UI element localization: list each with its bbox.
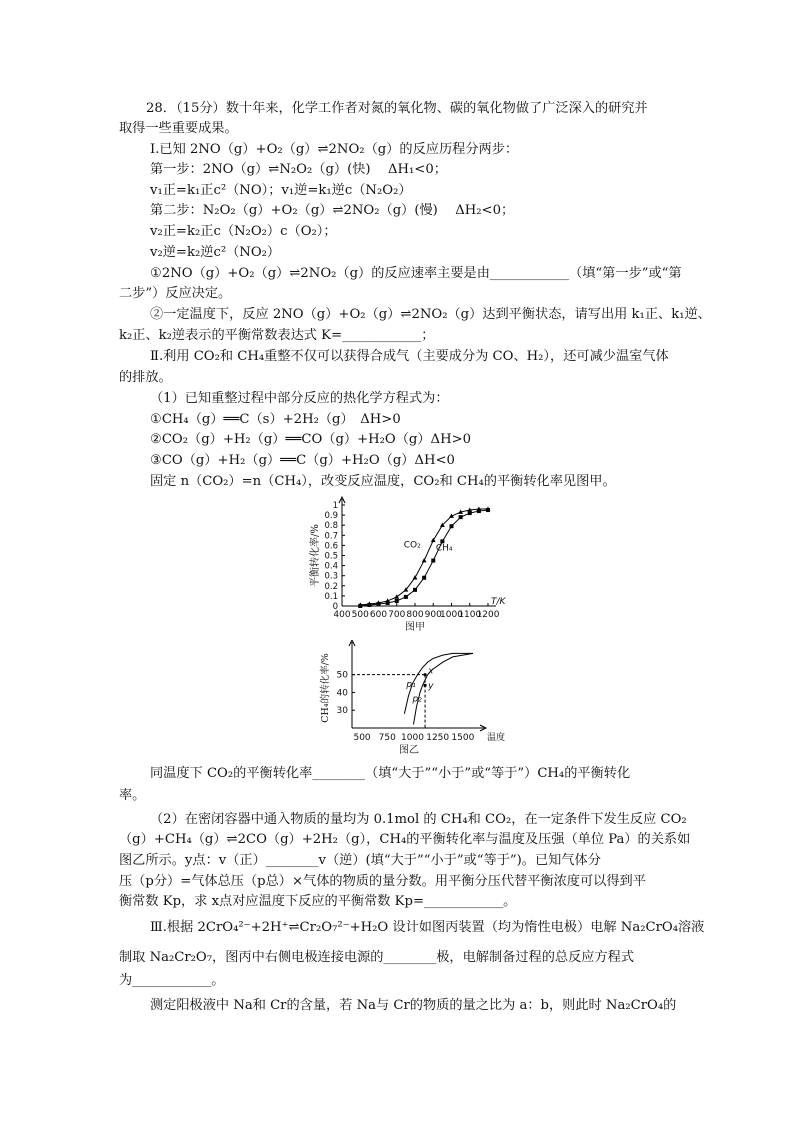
question-line: 取得一些重要成果。: [119, 121, 238, 136]
point-y: [423, 684, 426, 687]
question-line: v₁正=k₁正c²（NO）；v₁逆=k₁逆c（N₂O₂）: [150, 183, 412, 198]
question-line: ③CO（g）+H₂（g）══C（g）+H₂O（g）ΔH<0: [150, 453, 455, 468]
y-axis-label: CH₄的转化率/%: [320, 653, 331, 723]
x-tick-label: 1000: [440, 610, 463, 620]
question-line: Ⅲ.根据 2CrO₄²⁻+2H⁺⇌Cr₂O₇²⁻+H₂O 设计如图丙装置（均为惰性电极）电解 Na₂CrO₄溶液: [150, 920, 705, 935]
data-point-square: [431, 559, 435, 563]
question-line: （1）已知重整过程中部分反应的热化学方程式为：: [150, 391, 449, 406]
question-line: v₂正=k₂正c（N₂O₂）c（O₂）；: [150, 224, 337, 239]
x-tick-label: 400: [333, 610, 351, 620]
data-point-triangle: [422, 558, 427, 562]
question-line: 的排放。: [119, 370, 172, 385]
data-point-square: [459, 515, 463, 519]
annotation-label: x: [428, 666, 434, 677]
question-line: Ⅱ.利用 CO₂和 CH₄重整不仅可以获得合成气（主要成分为 CO、H₂），还可减少温室气体: [150, 349, 669, 364]
y-tick-label: 0.9: [324, 511, 338, 522]
y-tick-label: 0.6: [324, 541, 338, 552]
question-line: （g）+CH₄（g）⇌2CO（g）+2H₂（g），CH₄的平衡转化率与温度及压强（单位 Pa）的关系如: [119, 832, 691, 847]
series-line: [413, 653, 472, 724]
question-line: v₂逆=k₂逆c²（NO₂）: [150, 245, 281, 260]
series-line: [360, 509, 488, 605]
x-tick-label: 1000: [401, 733, 424, 743]
question-line: 28．（15分）数十年来，化学工作者对氮的氧化物、碳的氧化物做了广泛深入的研究并: [146, 101, 648, 116]
question-line: ①CH₄（g）══C（s）+2H₂（g） ΔH>0: [150, 412, 401, 427]
x-tick-label: 1200: [476, 610, 500, 620]
chart-title: 图甲: [405, 622, 425, 633]
question-line: ①2NO（g）+O₂（g）⇌2NO₂（g）的反应速率主要是由____________（填“第一步”或“第: [150, 266, 682, 281]
data-point-square: [450, 524, 454, 528]
data-point-square: [367, 603, 371, 607]
annotation-label: y: [428, 681, 434, 692]
question-line: 第一步：2NO（g）⇌N₂O₂（g）(快) ΔH₁<0；: [150, 162, 447, 177]
data-point-square: [377, 602, 381, 606]
y-tick-label: 0.8: [324, 521, 338, 532]
data-point-triangle: [413, 575, 418, 579]
data-point-square: [468, 511, 472, 515]
y-tick-label: 0.2: [324, 581, 338, 592]
y-tick-label: 50: [336, 670, 348, 681]
question-line: 为____________。: [119, 973, 225, 988]
question-line: 二步”）反应决定。: [119, 286, 232, 301]
question-line: 第二步：N₂O₂（g）+O₂（g）⇌2NO₂（g）(慢) ΔH₂<0；: [150, 203, 515, 218]
question-line: 测定阳极液中 Na和 Cr的含量，若 Na与 Cr的物质的量之比为 a：b，则此时 Na₂CrO₄的: [150, 998, 677, 1013]
data-point-square: [477, 509, 481, 513]
y-tick-label: 40: [336, 688, 348, 699]
data-point-square: [358, 604, 362, 608]
data-point-square: [395, 599, 399, 603]
chart-jia: [300, 495, 520, 640]
question-line: Ⅰ.已知 2NO（g）+O₂（g）⇌2NO₂（g）的反应历程分两步：: [150, 142, 519, 157]
x-tick-label: 1250: [426, 733, 450, 743]
y-tick-label: 30: [336, 706, 348, 717]
annotation-label: p₂: [412, 694, 422, 705]
x-tick-label: 500: [353, 733, 371, 743]
question-line: 同温度下 CO₂的平衡转化率________（填“大于”“小于”或“等于”）CH₄的平衡转化: [150, 766, 631, 781]
y-axis-label: 平衡转化率/%: [310, 524, 321, 587]
chart-yi: [300, 640, 530, 758]
chart-title: 图乙: [399, 745, 419, 756]
question-line: 制取 Na₂Cr₂O₇，图丙中右侧电极连接电源的________极，电解制备过程的总反应方程式: [119, 950, 635, 965]
annotation-label: p₁: [406, 680, 416, 691]
series-label: CH₄: [435, 543, 453, 554]
question-line: ②一定温度下，反应 2NO（g）+O₂（g）⇌2NO₂（g）达到平衡状态，请写出用 k₁正、k₁逆、: [150, 307, 711, 322]
y-tick-label: 0.5: [324, 551, 338, 562]
x-axis-label: T/K: [491, 597, 506, 607]
data-point-square: [386, 601, 390, 605]
question-line: 压（p分）=气体总压（p总）×气体的物质的量分数。用平衡分压代替平衡浓度可以得到平: [119, 874, 646, 889]
data-point-square: [404, 595, 408, 599]
y-tick-label: 1: [332, 501, 338, 511]
x-tick-label: 500: [351, 610, 369, 620]
question-line: 率。: [119, 788, 146, 803]
y-tick-label: 0.4: [324, 561, 338, 572]
question-line: k₂正、k₂逆表示的平衡常数表达式 K=____________；: [119, 328, 435, 343]
y-tick-label: 0.3: [324, 571, 338, 582]
question-line: 图乙所示。y点：v（正）________v（逆）(填“大于”“小于”或“等于”)。已知气体分: [119, 853, 601, 868]
point-x: [423, 673, 426, 676]
series-label: CO₂: [403, 540, 421, 551]
y-tick-label: 0.1: [324, 591, 338, 602]
question-line: 衡常数 Kp，求 x点对应温度下反应的平衡常数 Kp=____________。: [119, 894, 517, 909]
question-line: ②CO₂（g）+H₂（g）══CO（g）+H₂O（g）ΔH>0: [150, 432, 472, 447]
x-tick-label: 700: [388, 610, 406, 620]
y-tick-label: 0.7: [324, 531, 338, 542]
x-tick-label: 1500: [451, 733, 475, 743]
data-point-square: [486, 508, 490, 512]
x-axis-label: 温度: [487, 733, 506, 743]
x-tick-label: 750: [378, 733, 396, 743]
data-point-square: [422, 576, 426, 580]
data-point-triangle: [394, 594, 399, 598]
question-line: （2）在密闭容器中通入物质的量均为 0.1mol 的 CH₄和 CO₂，在一定条件下发生反应 CO₂: [150, 812, 687, 827]
y-tick-label: 0: [332, 602, 338, 612]
x-tick-label: 900: [424, 610, 442, 620]
question-line: 固定 n（CO₂）=n（CH₄），改变反应温度，CO₂和 CH₄的平衡转化率见图甲。: [150, 474, 616, 489]
x-tick-label: 600: [369, 610, 388, 620]
x-tick-label: 800: [406, 610, 424, 620]
x-tick-label: 1100: [458, 610, 482, 620]
data-point-square: [413, 588, 417, 592]
